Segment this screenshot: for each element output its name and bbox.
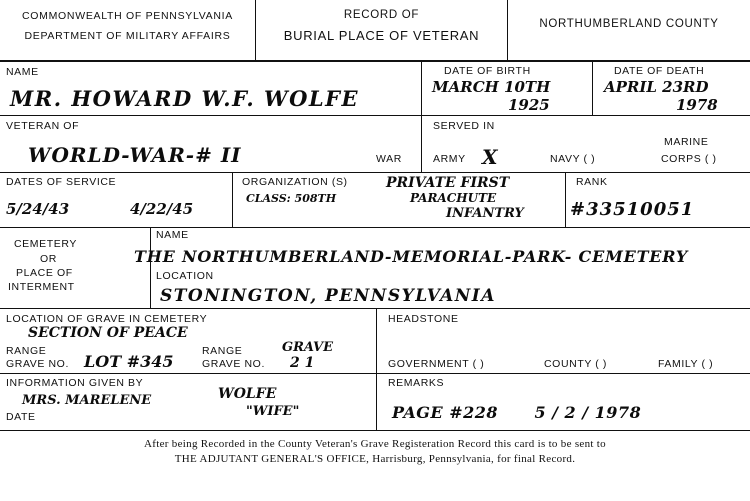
rule-name-v bbox=[421, 62, 422, 172]
rule-row1-bottom bbox=[0, 115, 750, 116]
label-served-in: SERVED IN bbox=[433, 120, 495, 132]
rule-dob-v bbox=[592, 62, 593, 115]
label-grave-no-left: GRAVE NO. bbox=[6, 358, 69, 370]
rule-row5-bottom bbox=[0, 373, 750, 374]
death-month-day: APRIL 23RD bbox=[604, 78, 709, 96]
label-family: FAMILY ( ) bbox=[658, 358, 714, 370]
label-date-of-death: DATE OF DEATH bbox=[614, 65, 705, 77]
rule-service-v1 bbox=[232, 172, 233, 227]
rule-cemetery-v bbox=[150, 227, 151, 308]
label-information-given-by: INFORMATION GIVEN BY bbox=[6, 377, 144, 389]
label-or: OR bbox=[40, 253, 57, 265]
organization-class: CLASS: 508TH bbox=[246, 192, 337, 205]
header-commonwealth: COMMONWEALTH OF PENNSYLVANIA bbox=[22, 10, 233, 22]
organization-line2: PARACHUTE bbox=[410, 191, 497, 205]
service-start-date: 5/24/43 bbox=[6, 200, 70, 218]
label-interment: INTERMENT bbox=[8, 281, 75, 293]
organization-line1: PRIVATE FIRST bbox=[386, 175, 510, 191]
grave-range-number: 2 1 bbox=[290, 355, 315, 371]
label-headstone: HEADSTONE bbox=[388, 313, 459, 325]
rule-header-bottom bbox=[0, 60, 750, 62]
label-organization: ORGANIZATION (S) bbox=[242, 176, 348, 188]
label-army: ARMY bbox=[433, 153, 466, 165]
rank-service-number: #33510051 bbox=[570, 199, 695, 220]
grave-lot-number: LOT #345 bbox=[84, 352, 174, 371]
label-grave-no-right: GRAVE NO. bbox=[202, 358, 265, 370]
cemetery-location: STONINGTON, PENNSYLVANIA bbox=[160, 286, 496, 306]
label-location-of-grave: LOCATION OF GRAVE IN CEMETERY bbox=[6, 313, 208, 325]
label-date-of-birth: DATE OF BIRTH bbox=[444, 65, 531, 77]
rule-row6-bottom bbox=[0, 430, 750, 431]
rule-hdr-v2 bbox=[507, 0, 508, 60]
label-location: LOCATION bbox=[156, 270, 214, 282]
service-end-date: 4/22/45 bbox=[130, 200, 194, 218]
label-remarks: REMARKS bbox=[388, 377, 445, 389]
cemetery-name: THE NORTHUMBERLAND-MEMORIAL-PARK- CEMETERY bbox=[134, 247, 689, 266]
grave-range-top: GRAVE bbox=[282, 340, 334, 355]
death-year: 1978 bbox=[676, 96, 718, 114]
label-rank: RANK bbox=[576, 176, 608, 188]
informant-name: MRS. MARELENE bbox=[22, 393, 152, 408]
remarks-text: PAGE #228 5 / 2 / 1978 bbox=[392, 403, 642, 422]
label-cemetery-name: NAME bbox=[156, 229, 189, 241]
label-range-left: RANGE bbox=[6, 345, 47, 357]
label-dates-of-service: DATES OF SERVICE bbox=[6, 176, 117, 188]
birth-month-day: MARCH 10TH bbox=[432, 78, 551, 96]
label-war: WAR bbox=[376, 153, 402, 165]
veteran-of-war: WORLD-WAR-# II bbox=[28, 143, 242, 167]
label-government: GOVERNMENT ( ) bbox=[388, 358, 485, 370]
label-cemetery: CEMETERY bbox=[14, 238, 77, 250]
label-marine: MARINE bbox=[664, 136, 709, 148]
label-corps: CORPS ( ) bbox=[661, 153, 717, 165]
label-range-right: RANGE bbox=[202, 345, 243, 357]
rule-service-v2 bbox=[565, 172, 566, 227]
label-date: DATE bbox=[6, 411, 36, 423]
label-veteran-of: VETERAN OF bbox=[6, 120, 80, 132]
rule-row3-bottom bbox=[0, 227, 750, 228]
header-burial-place: BURIAL PLACE OF VETERAN bbox=[283, 28, 480, 43]
informant-surname: WOLFE bbox=[218, 386, 277, 402]
header-department: DEPARTMENT OF MILITARY AFFAIRS bbox=[24, 30, 231, 42]
label-place-of: PLACE OF bbox=[16, 267, 73, 279]
army-checkmark: X bbox=[482, 145, 498, 169]
header-county: NORTHUMBERLAND COUNTY bbox=[539, 18, 719, 30]
label-navy: NAVY ( ) bbox=[550, 153, 596, 165]
rule-row2-bottom bbox=[0, 172, 750, 173]
footer-instruction-line2: THE ADJUTANT GENERAL'S OFFICE, Harrisburg, Pennsylvania, for final Record. bbox=[174, 453, 576, 465]
label-name: NAME bbox=[6, 66, 39, 78]
header-record-of: RECORD OF bbox=[343, 9, 420, 21]
informant-relation: "WIFE" bbox=[246, 404, 300, 419]
organization-line3: INFANTRY bbox=[446, 206, 524, 221]
veteran-name: MR. HOWARD W.F. WOLFE bbox=[10, 86, 360, 111]
footer-instruction-line1: After being Recorded in the County Veteran's Grave Registeration Record this card is to be sent to bbox=[144, 438, 606, 450]
rule-row4-bottom bbox=[0, 308, 750, 309]
rule-headstone-v bbox=[376, 308, 377, 430]
birth-year: 1925 bbox=[508, 96, 550, 114]
label-county-headstone: COUNTY ( ) bbox=[544, 358, 607, 370]
grave-section: SECTION OF PEACE bbox=[28, 325, 188, 341]
